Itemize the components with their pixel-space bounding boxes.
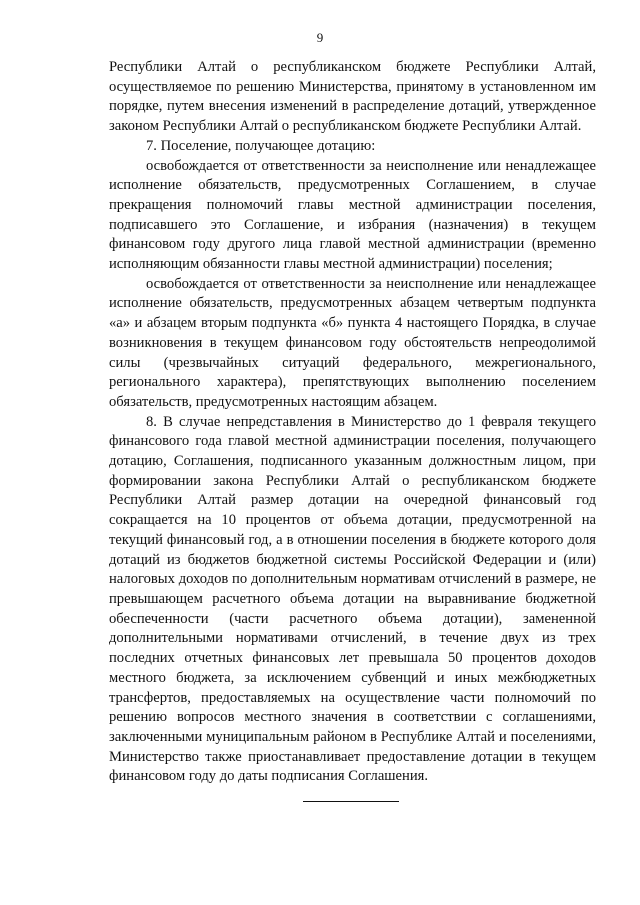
paragraph-item-8: 8. В случае непредставления в Министерство до 1 февраля текущего финансового года главой местной администрации поселения, получающего дотацию, Соглашения, подписанного указанным должностным лицом, при формировании закона Республики Алтай о республиканском бюджете Республики Алтай размер дотации на очередной финансовый год сокращается на 10 процентов от объема дотации, предусмотренной на текущий финансовый год, а в отношении поселения в бюджете которого доля дотаций из бюджетов бюджетной системы Российской Федерации и (или) налоговых доходов по дополнительным нормативам отчислений в размере, не превышающем расчетного объема дотации на выравнивание бюджетной обеспеченности (части расчетного объема дотации), замененной дополнительными нормативами отчислений, в течение двух из трех последних отчетных финансовых лет превышала 50 процентов доходов местного бюджета, за исключением субвенций и иных межбюджетных трансфертов, предоставляемых на осуществление части полномочий по решению вопросов местного значения в соответствии с соглашениями, заключенными муниципальным районом в Республике Алтай и поселениями, Министерство также приостанавливает предоставление дотации в текущем финансовом году до даты подписания Соглашения. [109, 413, 596, 785]
footer-divider [303, 801, 399, 802]
document-body [109, 58, 596, 787]
page-number: 9 [316, 30, 324, 45]
paragraph-continuation: Республики Алтай о республиканском бюджете Республики Алтай, осуществляемое по решению Министерства, принятому в установленном им порядке, путем внесения изменений в распределение дотаций, утвержденное законом Республики Алтай о республиканском бюджете Республики Алтай. [109, 59, 596, 135]
paragraph-item-7-exemption-2: освобождается от ответственности за неисполнение или ненадлежащее исполнение обязательств, предусмотренных абзацем четвертым подпункта «а» и абзацем вторым подпункта «б» пункта 4 настоящего Порядка, в случае возникновения в текущем финансовом году обстоятельств непреодолимой силы (чрезвычайных ситуаций федерального, межрегионального, регионального характера), препятствующих выполнению поселением обязательств, предусмотренных настоящим абзацем. [109, 275, 596, 410]
paragraph-item-7-exemption-1: освобождается от ответственности за неисполнение или ненадлежащее исполнение обязательств, предусмотренных Соглашением, в случае прекращения полномочий главы местной администрации поселения, подписавшего это Соглашение, и избрания (назначения) в текущем финансовом году другого лица главой местной администрации (временно исполняющим обязанности главы местной администрации) поселения; [109, 157, 596, 273]
paragraph-item-7-heading: 7. Поселение, получающее дотацию: [146, 137, 376, 154]
